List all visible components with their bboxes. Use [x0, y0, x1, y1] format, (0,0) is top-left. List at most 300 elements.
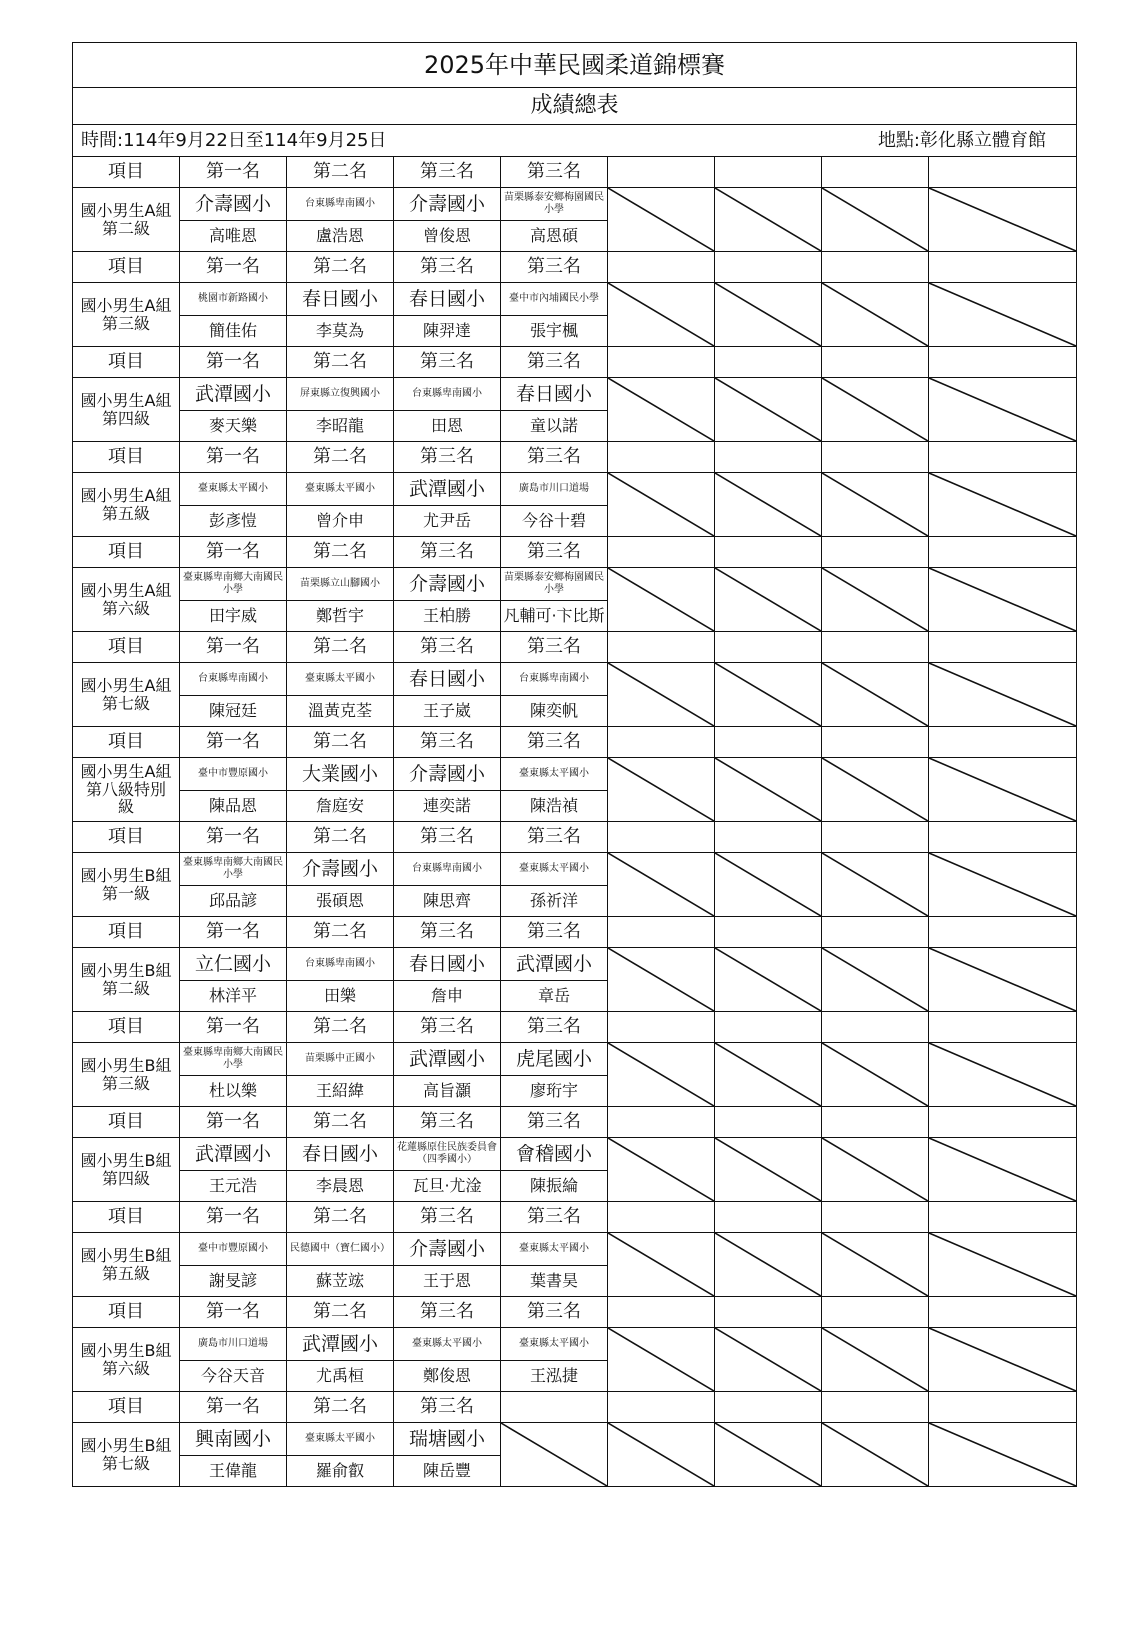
- school-name: 臺東縣卑南鄉大南國民小學: [183, 857, 283, 880]
- athlete-name: 張宇楓: [501, 316, 608, 347]
- blank-cell: [929, 378, 1077, 442]
- blank-cell: [822, 473, 929, 537]
- empty-header-cell: [715, 727, 822, 758]
- empty-header-cell: [822, 1392, 929, 1423]
- rank-header-2: 第二名: [287, 1107, 394, 1138]
- school-name: 臺東縣太平國小: [519, 863, 589, 874]
- school-cell: [180, 948, 287, 981]
- athlete-name: 鄭哲宇: [287, 601, 394, 632]
- diagonal-slash: [929, 663, 1076, 726]
- item-header: 項目: [73, 442, 180, 473]
- athlete-name: 今谷天音: [180, 1361, 287, 1392]
- event-category: 國小男生B組 第三級: [73, 1043, 180, 1107]
- empty-header-cell: [822, 822, 929, 853]
- diagonal-slash: [608, 1138, 714, 1201]
- school-name: 春日國小: [301, 1142, 378, 1165]
- rank-header-4: 第三名: [501, 1202, 608, 1233]
- rank-header-1: 第一名: [180, 1012, 287, 1043]
- diagonal-slash: [822, 188, 928, 251]
- event-school-row: [73, 473, 1077, 506]
- diagonal-slash: [608, 663, 714, 726]
- school-cell: [394, 1043, 501, 1076]
- event-school-row: [73, 853, 1077, 886]
- rank-header-1: 第一名: [180, 1202, 287, 1233]
- school-name: 台東縣卑南國小: [305, 958, 375, 969]
- diagonal-slash: [608, 378, 714, 441]
- athlete-name: 王柏勝: [394, 601, 501, 632]
- athlete-name: 瓦旦·尤淦: [394, 1171, 501, 1202]
- empty-header-cell: [608, 727, 715, 758]
- school-name: 臺東縣太平國小: [305, 483, 375, 494]
- athlete-name: 陳岳豐: [394, 1456, 501, 1487]
- event-category: 國小男生A組 第五級: [73, 473, 180, 537]
- blank-cell: [929, 1043, 1077, 1107]
- blank-cell: [929, 948, 1077, 1012]
- blank-cell: [608, 1328, 715, 1392]
- empty-header-cell: [608, 632, 715, 663]
- event-header-row: [73, 917, 1077, 948]
- school-cell: [180, 1328, 287, 1361]
- rank-header-1: 第一名: [180, 917, 287, 948]
- blank-cell: [929, 1233, 1077, 1297]
- athlete-name: 高恩碩: [501, 221, 608, 252]
- school-cell: [287, 1043, 394, 1076]
- athlete-name: 曾介申: [287, 506, 394, 537]
- diagonal-slash: [715, 1233, 821, 1296]
- event-category: 國小男生A組 第四級: [73, 378, 180, 442]
- school-cell: [394, 1138, 501, 1171]
- blank-cell: [822, 948, 929, 1012]
- athlete-name: 詹申: [394, 981, 501, 1012]
- event-category: 國小男生B組 第四級: [73, 1138, 180, 1202]
- diagonal-slash: [822, 283, 928, 346]
- blank-cell: [929, 663, 1077, 727]
- diagonal-slash: [715, 1328, 821, 1391]
- athlete-name: 連奕諾: [394, 791, 501, 822]
- school-cell: [501, 948, 608, 981]
- rank-header-2: 第二名: [287, 1392, 394, 1423]
- empty-header-cell: [822, 157, 929, 188]
- school-name: 介壽國小: [408, 572, 485, 595]
- diagonal-slash: [608, 758, 714, 821]
- empty-header-cell: [715, 252, 822, 283]
- blank-cell: [608, 1043, 715, 1107]
- school-cell: [287, 568, 394, 601]
- athlete-name: 鄭俊恩: [394, 1361, 501, 1392]
- empty-header-cell: [608, 537, 715, 568]
- athlete-name: 王泓捷: [501, 1361, 608, 1392]
- blank-cell: [822, 758, 929, 822]
- school-cell: [180, 1138, 287, 1171]
- empty-header-cell: [822, 727, 929, 758]
- event-header-row: [73, 347, 1077, 378]
- diagonal-slash: [822, 1328, 928, 1391]
- empty-header-cell: [929, 727, 1077, 758]
- rank-header-4: 第三名: [501, 1297, 608, 1328]
- rank-header-3: 第三名: [394, 632, 501, 663]
- school-name: 臺東縣太平國小: [519, 1338, 589, 1349]
- blank-cell: [608, 188, 715, 252]
- event-category: 國小男生B組 第二級: [73, 948, 180, 1012]
- school-name: 民德國中（寶仁國小）: [290, 1243, 390, 1254]
- rank-header-3: 第三名: [394, 1297, 501, 1328]
- blank-cell: [715, 188, 822, 252]
- athlete-name: 陳冠廷: [180, 696, 287, 727]
- school-name: 桃園市新路國小: [198, 293, 268, 304]
- rank-header-2: 第二名: [287, 537, 394, 568]
- event-category: 國小男生A組 第八級特別 級: [73, 758, 180, 822]
- school-cell: [394, 378, 501, 411]
- blank-cell: [715, 1138, 822, 1202]
- empty-header-cell: [822, 442, 929, 473]
- item-header: 項目: [73, 1012, 180, 1043]
- blank-cell: [929, 853, 1077, 917]
- diagonal-slash: [715, 758, 821, 821]
- empty-header-cell: [608, 1297, 715, 1328]
- blank-cell: [608, 853, 715, 917]
- rank-header-2: 第二名: [287, 632, 394, 663]
- empty-header-cell: [929, 1297, 1077, 1328]
- diagonal-slash: [822, 1138, 928, 1201]
- blank-cell: [929, 188, 1077, 252]
- rank-header-2: 第二名: [287, 1297, 394, 1328]
- event-header-row: [73, 1297, 1077, 1328]
- empty-header-cell: [608, 1107, 715, 1138]
- school-cell: [501, 853, 608, 886]
- blank-cell: [822, 188, 929, 252]
- blank-cell: [715, 568, 822, 632]
- school-cell: [287, 853, 394, 886]
- item-header: 項目: [73, 537, 180, 568]
- school-cell: [180, 568, 287, 601]
- athlete-name: 詹庭安: [287, 791, 394, 822]
- diagonal-slash: [929, 1233, 1076, 1296]
- empty-header-cell: [715, 917, 822, 948]
- blank-cell: [715, 283, 822, 347]
- rank-header-1: 第一名: [180, 442, 287, 473]
- item-header: 項目: [73, 1202, 180, 1233]
- school-cell: [501, 188, 608, 221]
- school-cell: [180, 758, 287, 791]
- athlete-name: 凡輔可·卞比斯: [501, 601, 608, 632]
- diagonal-slash: [929, 378, 1076, 441]
- diagonal-slash: [822, 568, 928, 631]
- empty-header-cell: [715, 1012, 822, 1043]
- school-cell: [501, 378, 608, 411]
- results-table: [72, 42, 1077, 1487]
- blank-cell: [822, 853, 929, 917]
- blank-cell: [822, 663, 929, 727]
- empty-header-cell: [608, 252, 715, 283]
- rank-header-1: 第一名: [180, 1392, 287, 1423]
- empty-header-cell: [715, 632, 822, 663]
- athlete-name: 田恩: [394, 411, 501, 442]
- school-cell: [501, 1233, 608, 1266]
- athlete-name: 王紹緯: [287, 1076, 394, 1107]
- empty-header-cell: [608, 442, 715, 473]
- blank-cell: [929, 1138, 1077, 1202]
- event-header-row: [73, 1202, 1077, 1233]
- event-header-row: [73, 632, 1077, 663]
- athlete-name: 廖珩宇: [501, 1076, 608, 1107]
- school-cell: [394, 663, 501, 696]
- blank-cell: [822, 1233, 929, 1297]
- school-cell: [394, 1233, 501, 1266]
- page-title: 2025年中華民國柔道錦標賽: [73, 43, 1077, 88]
- rank-header-3: 第三名: [394, 1012, 501, 1043]
- event-category: 國小男生B組 第六級: [73, 1328, 180, 1392]
- event-category: 國小男生B組 第一級: [73, 853, 180, 917]
- competition-dates: 時間:114年9月22日至114年9月25日: [81, 129, 387, 151]
- school-name: 大業國小: [301, 762, 378, 785]
- school-name: 台東縣卑南國小: [519, 673, 589, 684]
- empty-header-cell: [929, 917, 1077, 948]
- athlete-name: 王于恩: [394, 1266, 501, 1297]
- blank-cell: [715, 1423, 822, 1487]
- school-name: 臺東縣太平國小: [305, 1433, 375, 1444]
- school-name: 春日國小: [408, 287, 485, 310]
- rank-header-4: 第三名: [501, 1107, 608, 1138]
- competition-venue: 地點:彰化縣立體育館: [877, 129, 1047, 151]
- school-name: 春日國小: [515, 382, 592, 405]
- school-cell: [287, 1233, 394, 1266]
- athlete-name: 高旨灝: [394, 1076, 501, 1107]
- athlete-name: 杜以樂: [180, 1076, 287, 1107]
- empty-header-cell: [929, 157, 1077, 188]
- blank-cell: [608, 568, 715, 632]
- event-school-row: [73, 1423, 1077, 1456]
- athlete-name: 彭彥愷: [180, 506, 287, 537]
- school-name: 介壽國小: [408, 192, 485, 215]
- school-cell: [394, 758, 501, 791]
- diagonal-slash: [608, 283, 714, 346]
- rank-header-4: 第三名: [501, 537, 608, 568]
- item-header: 項目: [73, 252, 180, 283]
- school-name: 介壽國小: [408, 1237, 485, 1260]
- school-name: 臺東縣太平國小: [198, 483, 268, 494]
- school-name: 花蓮縣原住民族委員會（四季國小）: [397, 1142, 497, 1165]
- athlete-name: 王子崴: [394, 696, 501, 727]
- blank-cell: [608, 378, 715, 442]
- empty-header-cell: [608, 347, 715, 378]
- item-header: 項目: [73, 917, 180, 948]
- empty-header-cell: [715, 822, 822, 853]
- event-school-row: [73, 283, 1077, 316]
- event-category: 國小男生A組 第六級: [73, 568, 180, 632]
- event-school-row: [73, 1328, 1077, 1361]
- blank-cell: [822, 568, 929, 632]
- diagonal-slash: [608, 1328, 714, 1391]
- school-name: 介壽國小: [194, 192, 271, 215]
- empty-header-cell: [822, 1012, 929, 1043]
- diagonal-slash: [929, 188, 1076, 251]
- event-category: 國小男生A組 第三級: [73, 283, 180, 347]
- diagonal-slash: [608, 568, 714, 631]
- item-header: 項目: [73, 1392, 180, 1423]
- blank-cell: [929, 473, 1077, 537]
- rank-header-1: 第一名: [180, 347, 287, 378]
- item-header: 項目: [73, 727, 180, 758]
- blank-cell: [715, 473, 822, 537]
- empty-header-cell: [715, 1202, 822, 1233]
- school-name: 武潭國小: [408, 477, 485, 500]
- school-cell: [180, 1423, 287, 1456]
- diagonal-slash: [608, 853, 714, 916]
- empty-header-cell: [822, 347, 929, 378]
- diagonal-slash: [929, 283, 1076, 346]
- rank-header-3: 第三名: [394, 1202, 501, 1233]
- event-school-row: [73, 948, 1077, 981]
- diagonal-slash: [929, 473, 1076, 536]
- athlete-name: 田宇威: [180, 601, 287, 632]
- event-header-row: [73, 252, 1077, 283]
- blank-cell: [608, 758, 715, 822]
- empty-header-cell: [929, 1012, 1077, 1043]
- rank-header-2: 第二名: [287, 917, 394, 948]
- school-name: 臺中市內埔國民小學: [509, 293, 599, 304]
- school-cell: [287, 378, 394, 411]
- diagonal-slash: [715, 378, 821, 441]
- school-cell: [501, 1328, 608, 1361]
- rank-header-2: 第二名: [287, 727, 394, 758]
- school-cell: [287, 663, 394, 696]
- diagonal-slash: [608, 473, 714, 536]
- rank-header-4: 第三名: [501, 917, 608, 948]
- blank-cell: [715, 1043, 822, 1107]
- school-cell: [394, 1423, 501, 1456]
- school-cell: [394, 188, 501, 221]
- school-cell: [394, 948, 501, 981]
- rank-header-2: 第二名: [287, 252, 394, 283]
- athlete-name: 張碩恩: [287, 886, 394, 917]
- school-cell: [394, 568, 501, 601]
- event-school-row: [73, 378, 1077, 411]
- diagonal-slash: [822, 758, 928, 821]
- diagonal-slash: [929, 1043, 1076, 1106]
- diagonal-slash: [608, 1423, 714, 1486]
- diagonal-slash: [929, 948, 1076, 1011]
- blank-cell: [715, 758, 822, 822]
- diagonal-slash: [715, 853, 821, 916]
- diagonal-slash: [715, 188, 821, 251]
- diagonal-slash: [715, 473, 821, 536]
- school-name: 武潭國小: [408, 1047, 485, 1070]
- diagonal-slash: [822, 663, 928, 726]
- diagonal-slash: [715, 283, 821, 346]
- athlete-name: 李晨恩: [287, 1171, 394, 1202]
- empty-header-cell: [822, 1107, 929, 1138]
- blank-cell: [929, 283, 1077, 347]
- empty-header-cell: [715, 347, 822, 378]
- diagonal-slash: [608, 1233, 714, 1296]
- blank-cell: [608, 948, 715, 1012]
- athlete-name: 尤尹岳: [394, 506, 501, 537]
- event-school-row: [73, 663, 1077, 696]
- athlete-name: 童以諾: [501, 411, 608, 442]
- school-cell: [501, 1138, 608, 1171]
- athlete-name: 簡佳佑: [180, 316, 287, 347]
- athlete-name: 尤禹桓: [287, 1361, 394, 1392]
- rank-header-4: 第三名: [501, 822, 608, 853]
- school-cell: [501, 283, 608, 316]
- athlete-name: 今谷十碧: [501, 506, 608, 537]
- page-subtitle: 成績總表: [73, 88, 1077, 125]
- athlete-name: 葉書昊: [501, 1266, 608, 1297]
- diagonal-slash: [822, 853, 928, 916]
- school-name: 武潭國小: [194, 382, 271, 405]
- event-category: 國小男生A組 第二級: [73, 188, 180, 252]
- school-cell: [180, 663, 287, 696]
- athlete-name: 邱品諺: [180, 886, 287, 917]
- school-name: 臺中市豐原國小: [198, 768, 268, 779]
- rank-header-3: 第三名: [394, 822, 501, 853]
- school-cell: [180, 188, 287, 221]
- empty-header-cell: [608, 1012, 715, 1043]
- school-cell: [287, 283, 394, 316]
- diagonal-slash: [929, 1328, 1076, 1391]
- diagonal-slash: [715, 1423, 821, 1486]
- empty-header-cell: [929, 632, 1077, 663]
- rank-header-3: 第三名: [394, 157, 501, 188]
- athlete-name: 溫黃克荃: [287, 696, 394, 727]
- school-cell: [180, 1043, 287, 1076]
- school-cell: [180, 283, 287, 316]
- athlete-name: 羅俞叡: [287, 1456, 394, 1487]
- diagonal-slash: [929, 1423, 1076, 1486]
- school-cell: [501, 758, 608, 791]
- blank-cell: [715, 378, 822, 442]
- athlete-name: 田樂: [287, 981, 394, 1012]
- diagonal-slash: [715, 948, 821, 1011]
- school-cell: [501, 473, 608, 506]
- item-header: 項目: [73, 822, 180, 853]
- rank-header-4: 第三名: [501, 252, 608, 283]
- rank-header-2: 第二名: [287, 1202, 394, 1233]
- school-cell: [287, 1423, 394, 1456]
- empty-header-cell: [929, 1202, 1077, 1233]
- empty-header-cell: [715, 537, 822, 568]
- empty-header-cell: [929, 252, 1077, 283]
- rank-header-1: 第一名: [180, 727, 287, 758]
- athlete-name: 陳品恩: [180, 791, 287, 822]
- rank-header-4: 第三名: [501, 157, 608, 188]
- school-cell: [287, 1138, 394, 1171]
- diagonal-slash: [822, 1043, 928, 1106]
- rank-header-2: 第二名: [287, 1012, 394, 1043]
- blank-cell: [822, 283, 929, 347]
- blank-cell: [715, 1233, 822, 1297]
- item-header: 項目: [73, 1107, 180, 1138]
- blank-cell: [929, 1328, 1077, 1392]
- school-name: 春日國小: [408, 667, 485, 690]
- blank-cell: [608, 663, 715, 727]
- event-header-row: [73, 727, 1077, 758]
- diagonal-slash: [929, 853, 1076, 916]
- event-category: 國小男生A組 第七級: [73, 663, 180, 727]
- blank-cell: [608, 1233, 715, 1297]
- rank-header-2: 第二名: [287, 822, 394, 853]
- athlete-name: 林洋平: [180, 981, 287, 1012]
- school-cell: [501, 663, 608, 696]
- school-name: 臺中市豐原國小: [198, 1243, 268, 1254]
- empty-header-cell: [822, 537, 929, 568]
- item-header: 項目: [73, 1297, 180, 1328]
- rank-header-2: 第二名: [287, 157, 394, 188]
- school-name: 苗栗縣泰安鄉梅園國民小學: [504, 192, 604, 215]
- diagonal-slash: [608, 948, 714, 1011]
- diagonal-slash: [608, 188, 714, 251]
- empty-header-cell: [822, 632, 929, 663]
